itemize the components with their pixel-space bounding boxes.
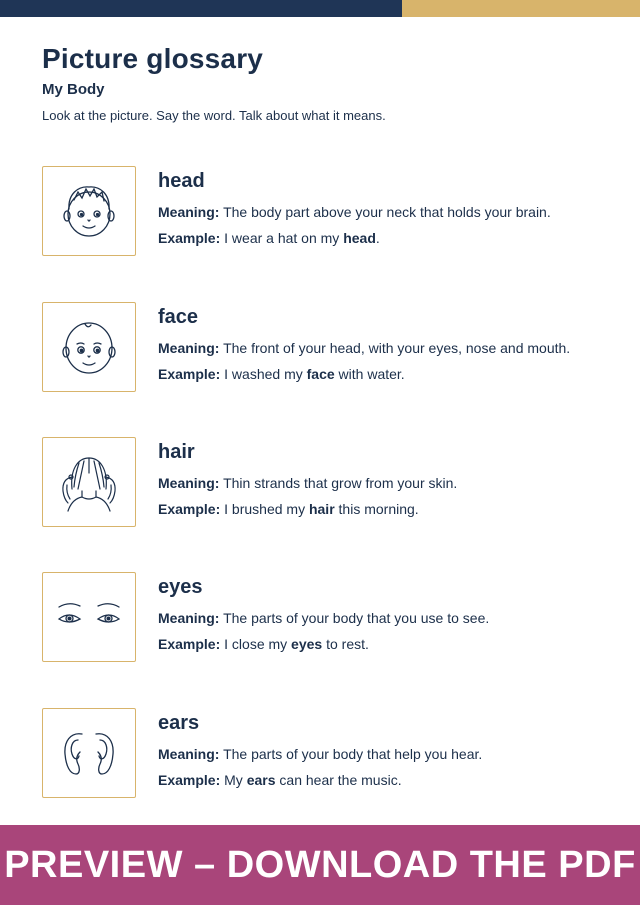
page-subtitle: My Body — [42, 81, 105, 98]
entry-word: face — [158, 306, 199, 328]
entry-example — [158, 501, 419, 517]
page-title: Picture glossary — [42, 43, 264, 74]
meaning-label: Meaning: — [158, 746, 220, 762]
entry-example — [158, 636, 369, 652]
example-text-end: to rest. — [322, 636, 369, 652]
example-keyword: hair — [308, 501, 335, 517]
picture-frame — [42, 437, 136, 527]
meaning-label: Meaning: — [158, 204, 220, 220]
example-keyword: ears — [246, 772, 276, 788]
hair-icon — [52, 445, 126, 519]
entry-example — [158, 772, 402, 788]
download-banner[interactable] — [0, 825, 640, 905]
download-banner-label[interactable]: PREVIEW – DOWNLOAD THE PDF — [4, 843, 636, 886]
entry-example — [158, 366, 405, 382]
glossary-entry-hair — [42, 437, 612, 529]
entry-word: ears — [158, 712, 200, 734]
example-text-end: with water. — [334, 366, 405, 382]
top-bar-gold-segment — [402, 0, 640, 17]
example-text-end: can hear the music. — [275, 772, 402, 788]
entry-meaning — [158, 610, 489, 626]
example-text-end: this morning. — [334, 501, 419, 517]
entry-meaning — [158, 340, 570, 356]
entry-example — [158, 230, 380, 246]
glossary-entry-eyes — [42, 572, 612, 664]
example-keyword: face — [306, 366, 335, 382]
glossary-entry-face — [42, 302, 612, 394]
entry-meaning — [158, 475, 457, 491]
entry-word: head — [158, 170, 205, 192]
top-bar-navy-segment — [0, 0, 402, 17]
example-text: I washed my — [224, 366, 307, 382]
example-text: My — [224, 772, 247, 788]
example-text: I close my — [224, 636, 292, 652]
example-text: I wear a hat on my — [224, 230, 344, 246]
picture-frame — [42, 708, 136, 798]
ears-icon — [52, 716, 126, 790]
meaning-text: The parts of your body that you use to see. — [223, 610, 490, 626]
entry-word: eyes — [158, 576, 203, 598]
eyes-icon — [52, 580, 126, 654]
example-label: Example: — [158, 636, 221, 652]
entry-meaning — [158, 204, 551, 220]
instructions: Look at the picture. Say the word. Talk about what it means. — [42, 108, 386, 123]
meaning-text: The body part above your neck that holds your brain. — [223, 204, 551, 220]
top-color-bar — [0, 0, 640, 17]
meaning-text: Thin strands that grow from your skin. — [223, 475, 458, 491]
glossary-entry-ears — [42, 708, 612, 800]
face-icon — [52, 310, 126, 384]
picture-frame — [42, 302, 136, 392]
example-text-end: . — [375, 230, 380, 246]
example-label: Example: — [158, 501, 221, 517]
example-label: Example: — [158, 772, 221, 788]
glossary-entry-head — [42, 166, 612, 258]
meaning-label: Meaning: — [158, 340, 220, 356]
picture-frame — [42, 572, 136, 662]
entry-word: hair — [158, 441, 195, 463]
example-label: Example: — [158, 230, 221, 246]
example-keyword: head — [343, 230, 376, 246]
example-label: Example: — [158, 366, 221, 382]
picture-frame — [42, 166, 136, 256]
meaning-label: Meaning: — [158, 610, 220, 626]
meaning-text: The parts of your body that help you hear. — [223, 746, 483, 762]
meaning-label: Meaning: — [158, 475, 220, 491]
example-keyword: eyes — [291, 636, 323, 652]
head-icon — [52, 174, 126, 248]
entry-meaning — [158, 746, 482, 762]
meaning-text: The front of your head, with your eyes, nose and mouth. — [223, 340, 571, 356]
example-text: I brushed my — [224, 501, 309, 517]
